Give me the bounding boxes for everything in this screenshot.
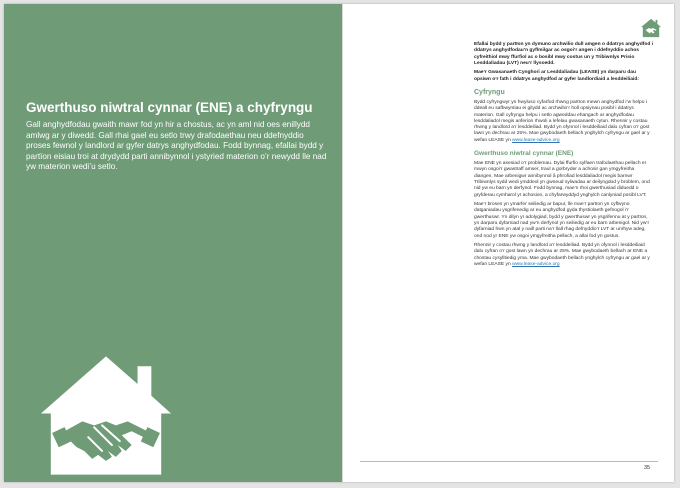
document-spread bbox=[4, 4, 674, 482]
house-handshake-icon bbox=[640, 18, 662, 38]
intro-paragraph: Mae’r Gwasanaeth Cynghori ar Lesddaliadau (LEASE) yn darparu dau opsiwn o’r fath i ddatrys anghydfod ar gyfer landlordiaid a lesddeiliaid: bbox=[474, 70, 639, 82]
intro-paragraph: Efallai bydd y partïon yn dymuno archwilio dull amgen o ddatrys anghydfod i ddatrys anghydfodau’n gyflmilgar ac osgoi’r angen i ddefnyddio achos cyfreithiol mwy ffurfiol ac o bosibl mwy costus un y Tribiwnlys Prisio Lesddaliadau (LVT) neu’r llysoedd. bbox=[474, 42, 654, 66]
paragraph-text: Bydd cyfryngwyr yn hwyluso cyfarfod rhwng partïon mewn anghydfod i’w helpu i ddeall eu safbwyntiau ei gilydd ac archwilio’r holl opsiynau posibl i ddatrys materion. Gall cyfryngu helpu i setlo agweddau ehangach ar anghydfodau lesddaliadol megis anferion rhwoli a lefelau gwasanaeth cytun. Rhennir y costau rhwng y landlord a’r lesddeiliad. Bydd yn ofynnol i lesddeiliaid dalu cyfran o’r gost lawn yn dechrau ar 25%. Mae gwybodaeth bellach ynghylch cyfryngu ar gael ar y wefan LEASE yn bbox=[474, 99, 650, 143]
body-paragraph bbox=[474, 100, 654, 144]
left-page bbox=[4, 4, 342, 482]
page-gutter bbox=[342, 4, 343, 482]
lease-advice-link[interactable]: www.lease-advice.org bbox=[512, 261, 560, 267]
section-title: Gwerthuso niwtral cynnar (ENE) a chyfryngu bbox=[26, 100, 313, 115]
house-handshake-icon bbox=[37, 352, 175, 477]
page-number: 35 bbox=[644, 465, 651, 471]
right-page-column bbox=[474, 42, 654, 271]
footer-rule bbox=[360, 461, 658, 462]
body-paragraph: Mae ENE yn asesiad o’r problemau. Dylai ffurfio sylfaen trafodaethau pellach er mwyn osgoi’r gwastraff amser, traul a gorbryder a achosir gan ymgyfreitha diangen. Mae arbenigwr annibynnol â phrofiad lesddaliadol megis barnwr Tribiwnlys sydd wedi ymddeol yn gwneud sylwadau ar deilyngdod y broblem, ond nid yw eu barn yn derfynol. Fodd bynnag, mae’n rhoi gwerthusiad diduedd o gryfderau cymharol yr achosion, a chyfarwyddyd ynghylch canlyniad posibl LVT. bbox=[474, 161, 650, 198]
body-paragraph: Mae’r broses yn ymarfer seiliedig ar bapur, lle mae’r partïon yn cyflwyno datganiadau ysgrifenedig ar eu anghydfod gyda thystiolaeth gefnogol i’r gwerthuswr. Yn dilyn yr adolygiad, bydd y gwerthuswr yn ysgrifennu at y partïon, yn darparu dyfarniad nad yw’n derfynol yn seiliedig ar eu barn arbenigol. Nid yw’r dyfarniad hwn yn atal y naill parti na’r llall rhag defnyddio’r LVT ar unrhyw adeg, ond nod yr ENE yw osgoi ymgyfreitha pellach, a allai fod yn gostus. bbox=[474, 202, 650, 239]
paragraph-text: Rhennir y costau rhwng y landlord a’r lesddeiliad. Bydd yn ofynnol i lesddeiliaid dalu cyfran o’r gost lawn yn dechrau ar 25%. Mae gwybodaeth bellach ar ENE a chostau cysylltiedig yma. Mae gwybodaeth bellach ynghylch cyfryngu ar gael ar y wefan LEASE yn bbox=[474, 242, 650, 267]
lease-advice-link[interactable]: www.lease-advice.org bbox=[512, 137, 560, 143]
heading-ene: Gwerthuso niwtral cynnar (ENE) bbox=[474, 150, 574, 158]
section-intro: Gall anghydfodau gwaith mawr fod yn hir a chostus, ac yn aml nid oes enillydd amlwg ar y diwedd. Gall rhai gael eu setlo trwy drafodaethau neu ddefnyddio proses fewnol y landlord ar gyfer datrys anghydfodau. Fodd bynnag, efallai bydd y partïon eisiau troi at drydydd parti annibynnol i ystyried materion o’r newydd lle nad yw materion wedi’u setlo. bbox=[26, 120, 327, 172]
heading-cyfryngu: Cyfryngu bbox=[474, 88, 505, 96]
body-paragraph bbox=[474, 243, 654, 268]
